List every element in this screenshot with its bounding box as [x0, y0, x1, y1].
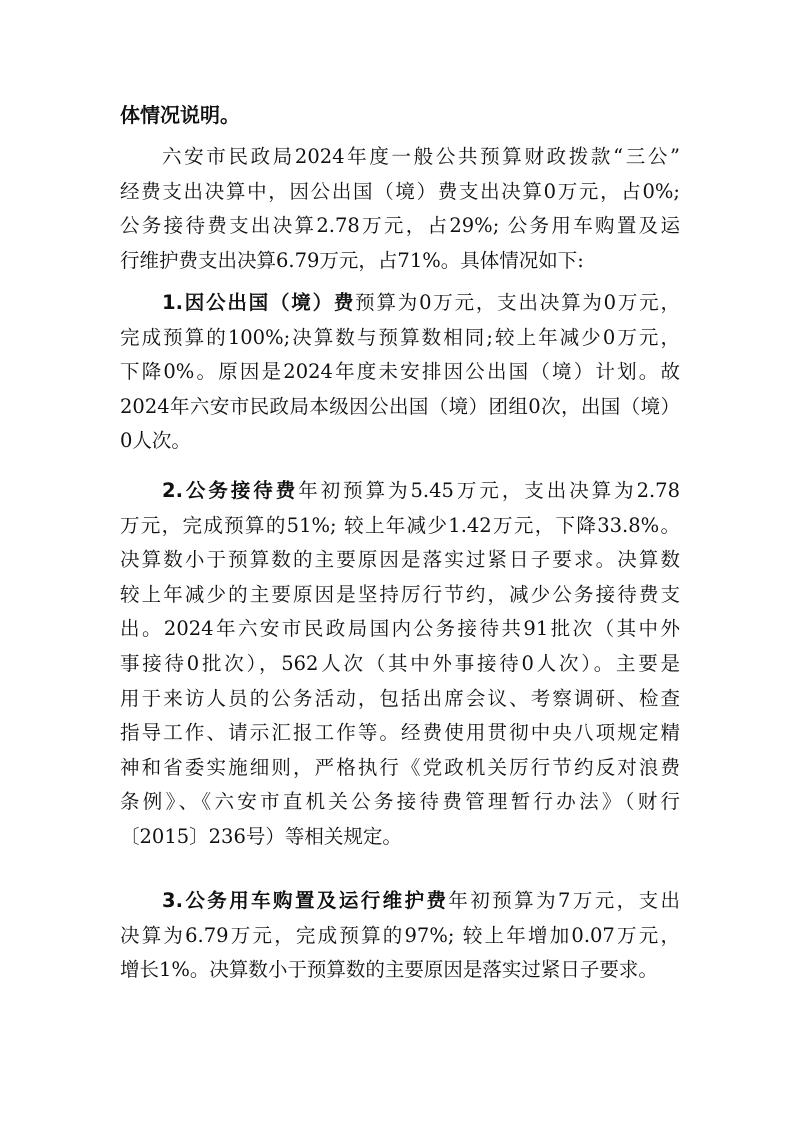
section-3-paragraph: [120, 884, 680, 988]
intro-heading: 体情况说明。: [120, 103, 240, 127]
section-1-title: 1.因公出国（境）费: [162, 291, 356, 314]
section-1-line: 完成预算的100%;决算数与预算数相同;较上年减少0万元，: [120, 325, 680, 349]
section-1-first-line-text: 预算为0万元，支出决算为0万元，: [355, 291, 680, 314]
section-3-first-line-text: 年初预算为7万元，支出: [448, 889, 680, 912]
summary-line: 行维护费支出决算6.79万元，占71%。具体情况如下:: [120, 248, 584, 272]
section-2-line: 用于来访人员的公务活动，包括出席会议、考察调研、检查: [120, 686, 680, 710]
summary-paragraph: [120, 140, 680, 278]
section-2-line: 〔2015〕236号）等相关规定。: [120, 824, 402, 848]
section-3-line: 增长1%。决算数小于预算数的主要原因是落实过紧日子要求。: [120, 958, 658, 982]
summary-line: 公务接待费支出决算2.78万元，占29%; 公务用车购置及运: [120, 214, 680, 238]
section-2-line: 较上年减少的主要原因是坚持厉行节约，减少公务接待费支: [120, 582, 680, 606]
section-1-paragraph: [120, 286, 680, 459]
section-2-line: 指导工作、请示汇报工作等。经费使用贯彻中央八项规定精: [120, 721, 680, 745]
section-1-first-line: [120, 286, 680, 321]
section-2-title: 2.公务接待费: [162, 479, 299, 502]
section-2-paragraph: [120, 474, 680, 855]
section-2-first-line-text: 年初预算为5.45万元，支出决算为2.78: [298, 479, 680, 502]
section-2-line: 万元，完成预算的51%; 较上年减少1.42万元，下降33.8%。: [120, 513, 680, 537]
section-2-line: 条例》、《六安市直机关公务接待费管理暂行办法》（财行: [120, 790, 680, 814]
section-1-line: 0人次。: [120, 429, 191, 453]
section-3-first-line: [120, 884, 680, 919]
section-2-line: 决算数小于预算数的主要原因是落实过紧日子要求。决算数: [120, 548, 680, 572]
section-2-line: 事接待0批次），562人次（其中外事接待0人次）。主要是: [120, 651, 680, 675]
section-1-line: 2024年六安市民政局本级因公出国（境）团组0次，出国（境）: [120, 394, 680, 418]
section-2-line: 出。2024年六安市民政局国内公务接待共91批次（其中外: [120, 617, 680, 641]
section-3-title: 3.公务用车购置及运行维护费: [162, 889, 449, 912]
intro-block: [120, 98, 680, 133]
section-2-first-line: [120, 474, 680, 509]
section-3-line: 决算为6.79万元，完成预算的97%; 较上年增加0.07万元，: [120, 923, 680, 947]
section-2-line: 神和省委实施细则，严格执行《党政机关厉行节约反对浪费: [120, 755, 680, 779]
summary-line: 经费支出决算中，因公出国（境）费支出决算0万元，占0%;: [120, 179, 680, 203]
section-1-line: 下降0%。原因是2024年度未安排因公出国（境）计划。故: [120, 360, 680, 384]
summary-line: 六安市民政局2024年度一般公共预算财政拨款“三公”: [162, 145, 680, 168]
